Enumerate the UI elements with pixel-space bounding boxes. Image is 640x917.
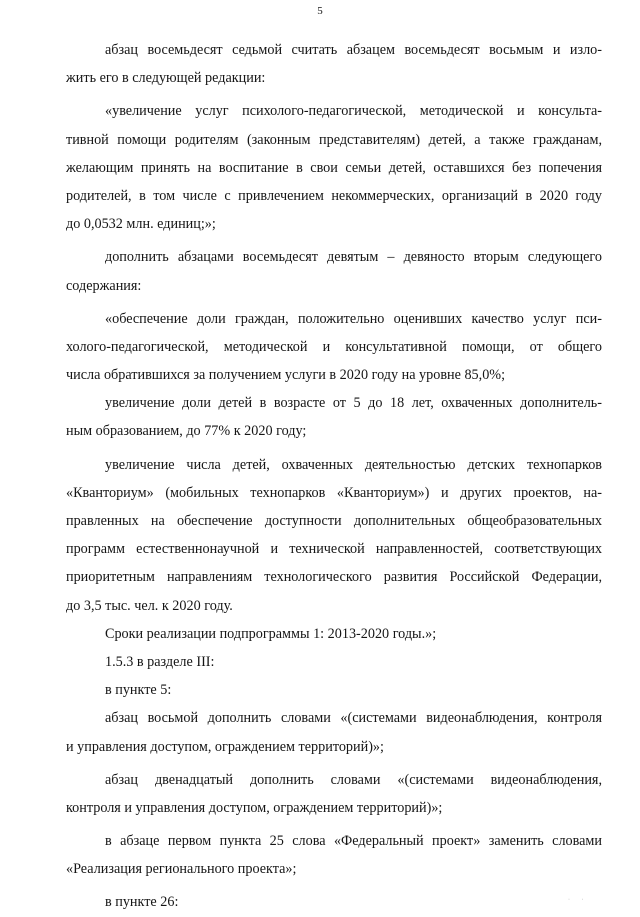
text-line: в абзаце первом пункта 25 слова «Федеральный проект» заменить словами — [105, 833, 602, 850]
text-line: в пункте 5: — [105, 682, 172, 699]
text-line: 1.5.3 в разделе III: — [105, 653, 215, 670]
text-line: увеличение доли детей в возрасте от 5 до 18 лет, охваченных дополнитель- — [105, 395, 602, 412]
text-line: до 0,0532 млн. единиц;»; — [66, 216, 216, 233]
document-body — [66, 36, 602, 917]
text-line: и управления доступом, ограждением территорий)»; — [66, 738, 384, 755]
text-line: абзац восемьдесят седьмой считать абзацем восемьдесят восьмым и изло- — [105, 42, 602, 58]
text-line: холого-педагогической, методической и консультативной помощи, от общего — [66, 338, 602, 355]
text-line: содержания: — [66, 277, 142, 294]
text-line: родителей, в том числе с привлечением некоммерческих, организаций в 2020 году — [66, 187, 602, 204]
text-line: правленных на обеспечение доступности дополнительных общеобразовательных — [66, 513, 602, 529]
text-line: увеличение числа детей, охваченных деятельностью детских технопарков — [105, 456, 602, 473]
text-line: дополнить абзацами восемьдесят девятым – девяносто вторым следующего — [105, 249, 602, 266]
text-line: в пункте 26: — [105, 894, 179, 911]
text-line: жить его в следующей редакции: — [66, 70, 266, 87]
text-line: «обеспечение доли граждан, положительно оценивших качество услуг пси- — [105, 310, 602, 327]
text-line: «Реализация регионального проекта»; — [66, 861, 297, 878]
text-line: ным образованием, до 77% к 2020 году; — [66, 423, 307, 440]
text-line: числа обратившихся за получением услуги в 2020 году на уровне 85,0%; — [66, 367, 506, 384]
text-line: тивной помощи родителям (законным представителям) детей, а также гражданам, — [66, 131, 602, 148]
text-line: до 3,5 тыс. чел. к 2020 году. — [66, 597, 233, 614]
text-line: абзац восьмой дополнить словами «(системами видеонаблюдения, контроля — [105, 710, 602, 727]
page-number: 5 — [317, 5, 323, 17]
corner-marks: · · — [568, 897, 589, 903]
text-line: абзац двенадцатый дополнить словами «(системами видеонаблюдения, — [105, 771, 602, 788]
text-line: желающим принять на воспитание в свои семьи детей, оставшихся без попечения — [66, 159, 602, 176]
text-line: Сроки реализации подпрограммы 1: 2013-2020 годы.»; — [105, 625, 437, 642]
text-line: приоритетным направлениям технологического развития Российской Федерации, — [66, 569, 602, 586]
text-line: «увеличение услуг психолого-педагогической, методической и консульта- — [105, 103, 602, 120]
text-line: «Кванториум» (мобильных технопарков «Кванториум») и других проектов, на- — [66, 484, 602, 501]
text-line: контроля и управления доступом, ограждением территорий)»; — [66, 799, 443, 816]
text-line: программ естественнонаучной и технической направленностей, соответствующих — [66, 541, 602, 558]
